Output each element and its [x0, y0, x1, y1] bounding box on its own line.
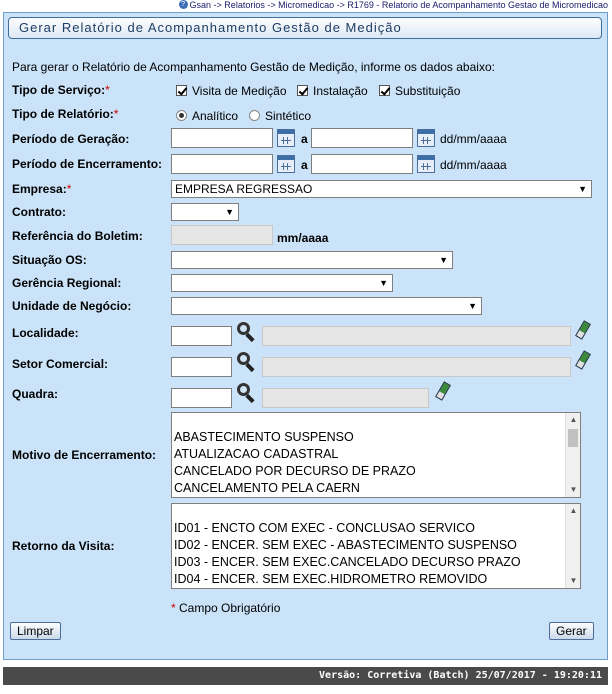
- checkbox-checked-icon[interactable]: [176, 85, 187, 96]
- periodo-encerramento-inicio-input[interactable]: [171, 154, 273, 174]
- tipo-servico-label: Tipo de Serviço:*: [12, 83, 110, 97]
- eraser-icon[interactable]: [575, 321, 591, 339]
- localidade-label: Localidade:: [12, 326, 79, 340]
- radio-sintetico[interactable]: [249, 109, 311, 123]
- version-footer: Versão: Corretiva (Batch) 25/07/2017 - 19:20:11: [3, 667, 608, 685]
- tipo-relatorio-label: Tipo de Relatório:*: [12, 107, 119, 121]
- retorno-visita-listbox[interactable]: [171, 503, 581, 589]
- limpar-button[interactable]: Limpar: [10, 622, 61, 640]
- help-icon[interactable]: ?: [179, 0, 188, 9]
- radio-label: Analítico: [192, 109, 239, 123]
- search-icon[interactable]: [235, 382, 257, 402]
- setor-comercial-label: Setor Comercial:: [12, 357, 109, 371]
- empresa-selected-value: EMPRESA REGRESSAO: [175, 182, 313, 196]
- calendar-icon[interactable]: [417, 129, 435, 147]
- setor-comercial-description-input: [262, 357, 571, 377]
- periodo-encerramento-fim-input[interactable]: [311, 154, 413, 174]
- date-separator: a: [301, 132, 308, 146]
- month-format-hint: mm/aaaa: [277, 231, 329, 245]
- chevron-down-icon: ▼: [578, 184, 587, 194]
- intro-text: Para gerar o Relatório de Acompanhamento Gestão de Medição, informe os dados abaixo:: [12, 60, 495, 74]
- contrato-label: Contrato:: [12, 205, 66, 219]
- list-item[interactable]: CANCELADO POR DECURSO DE PRAZO: [174, 464, 416, 478]
- quadra-label: Quadra:: [12, 387, 59, 401]
- scroll-down-icon[interactable]: ▼: [569, 576, 578, 585]
- referencia-boletim-label: Referência do Boletim:: [12, 229, 143, 243]
- checkbox-checked-icon[interactable]: [297, 85, 308, 96]
- radio-unselected-icon[interactable]: [249, 110, 260, 121]
- chevron-down-icon: ▼: [439, 255, 448, 265]
- eraser-icon[interactable]: [575, 351, 591, 369]
- eraser-icon[interactable]: [435, 382, 451, 400]
- date-format-hint: dd/mm/aaaa: [440, 158, 507, 172]
- scrollbar[interactable]: [565, 504, 580, 588]
- checkbox-visita-medicao[interactable]: [176, 84, 287, 98]
- search-icon[interactable]: [235, 321, 257, 341]
- scrollbar[interactable]: [565, 413, 580, 497]
- list-item[interactable]: CANCELAMENTO PELA CAERN: [174, 481, 360, 495]
- situacao-os-select[interactable]: [171, 251, 453, 269]
- situacao-os-label: Situação OS:: [12, 253, 87, 267]
- radio-analitico[interactable]: [176, 109, 238, 123]
- list-item[interactable]: ID03 - ENCER. SEM EXEC.CANCELADO DECURSO PRAZO: [174, 555, 521, 569]
- localidade-code-input[interactable]: [171, 326, 232, 346]
- list-item[interactable]: ID04 - ENCER. SEM EXEC.HIDROMETRO REMOVIDO: [174, 572, 488, 586]
- gerencia-regional-label: Gerência Regional:: [12, 276, 122, 290]
- checkbox-label: Instalação: [313, 84, 368, 98]
- setor-comercial-code-input[interactable]: [171, 357, 232, 377]
- date-separator: a: [301, 158, 308, 172]
- form-panel: [3, 12, 608, 660]
- quadra-code-input[interactable]: [171, 388, 232, 408]
- breadcrumb: [0, 0, 612, 10]
- gerencia-regional-select[interactable]: [171, 274, 393, 292]
- contrato-select[interactable]: [171, 203, 239, 221]
- calendar-icon[interactable]: [277, 155, 295, 173]
- unidade-negocio-label: Unidade de Negócio:: [12, 299, 132, 313]
- scroll-down-icon[interactable]: ▼: [569, 485, 578, 494]
- calendar-icon[interactable]: [277, 129, 295, 147]
- periodo-encerramento-label: Período de Encerramento:: [12, 157, 163, 171]
- checkbox-substituicao[interactable]: [379, 84, 460, 98]
- list-item[interactable]: ABASTECIMENTO SUSPENSO: [174, 430, 354, 444]
- required-mark: *: [105, 83, 110, 97]
- required-mark: *: [66, 182, 72, 196]
- chevron-down-icon: ▼: [468, 301, 477, 311]
- checkbox-instalacao[interactable]: [297, 84, 368, 98]
- required-mark: *: [113, 107, 119, 121]
- radio-label: Sintético: [265, 109, 312, 123]
- required-note: * Campo Obrigatório: [171, 601, 281, 615]
- scroll-up-icon[interactable]: ▲: [569, 415, 578, 424]
- localidade-description-input: [262, 326, 571, 346]
- unidade-negocio-select[interactable]: [171, 297, 482, 315]
- chevron-down-icon: ▼: [379, 278, 388, 288]
- periodo-geracao-fim-input[interactable]: [311, 128, 413, 148]
- quadra-description-input: [262, 388, 429, 408]
- retorno-visita-label: Retorno da Visita:: [12, 539, 115, 553]
- referencia-boletim-input: [171, 225, 273, 245]
- chevron-down-icon: ▼: [225, 207, 234, 217]
- motivo-encerramento-listbox[interactable]: [171, 412, 581, 498]
- motivo-encerramento-label: Motivo de Encerramento:: [12, 448, 157, 462]
- empresa-select[interactable]: [171, 180, 592, 198]
- checkbox-checked-icon[interactable]: [379, 85, 390, 96]
- date-format-hint: dd/mm/aaaa: [440, 132, 507, 146]
- list-item[interactable]: ID01 - ENCTO COM EXEC - CONCLUSAO SERVICO: [174, 521, 475, 535]
- search-icon[interactable]: [235, 351, 257, 371]
- checkbox-label: Visita de Medição: [192, 84, 287, 98]
- checkbox-label: Substituição: [395, 84, 461, 98]
- gerar-button[interactable]: Gerar: [549, 622, 594, 640]
- list-item[interactable]: ID02 - ENCER. SEM EXEC - ABASTECIMENTO SUSPENSO: [174, 538, 517, 552]
- page-title: Gerar Relatório de Acompanhamento Gestão de Medição: [8, 17, 602, 39]
- list-item[interactable]: ATUALIZACAO CADASTRAL: [174, 447, 339, 461]
- scroll-up-icon[interactable]: ▲: [569, 506, 578, 515]
- radio-selected-icon[interactable]: [176, 110, 187, 121]
- scrollbar-thumb[interactable]: [568, 429, 578, 447]
- breadcrumb-text: Gsan -> Relatorios -> Micromedicao -> R1769 - Relatorio de Acompanhamento Gestao de Micromedicao: [189, 0, 608, 10]
- periodo-geracao-label: Período de Geração:: [12, 132, 130, 146]
- empresa-label: Empresa:*: [12, 182, 72, 196]
- calendar-icon[interactable]: [417, 155, 435, 173]
- periodo-geracao-inicio-input[interactable]: [171, 128, 273, 148]
